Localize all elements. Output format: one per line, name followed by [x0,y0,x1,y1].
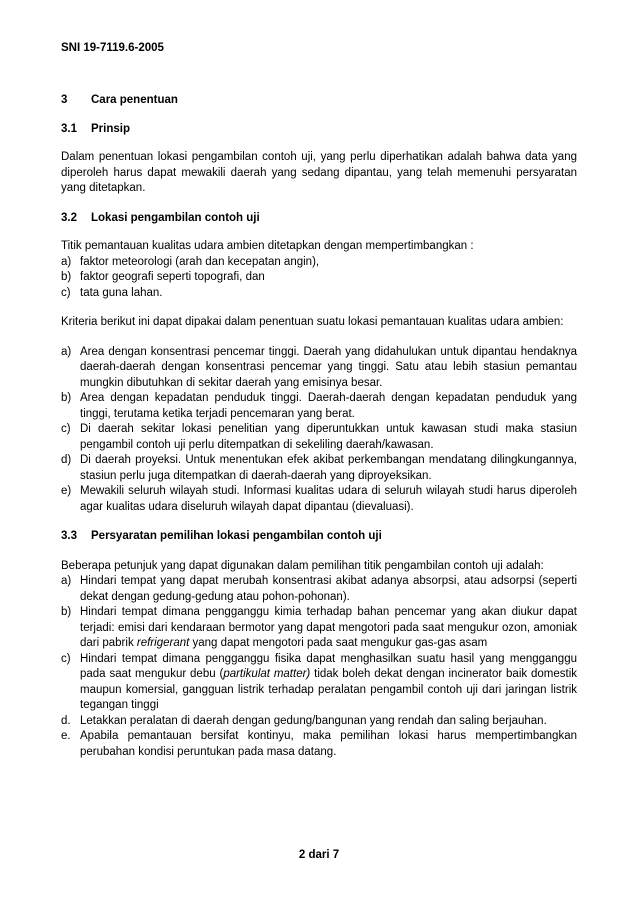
list-item [61,345,577,392]
section-number: 3.3 [61,530,77,542]
list-item [61,391,577,422]
list-text: Di daerah sekitar lokasi penelitian yang diperuntukkan untuk kawasan studi maka stasiun pengambil contoh uji perlu ditempatkan di sekeliling daerah/kawasan. [80,423,577,451]
section-number: 3.2 [61,211,77,224]
factor-list [61,255,577,302]
list-text: Letakkan peralatan di daerah dengan gedung/bangunan yang rendah dan saling berjauhan. [80,714,547,727]
list-text: Area dengan konsentrasi pencemar tinggi. Daerah yang didahulukan untuk dipantau hendaknya daerah-daerah dengan konsentrasi pencemar yang tinggi. Satu atau lebih stasiun pemantau mungkin dibutuhkan di sekitar daerah yang emisinya besar. [80,345,577,389]
section-title: Persyaratan pemilihan lokasi pengambilan contoh uji [91,530,382,542]
list-text: faktor meteorologi (arah dan kecepatan angin), [80,255,320,268]
list-item [61,422,577,453]
section-3-2-heading [61,211,577,227]
list-text: Mewakili seluruh wilayah studi. Informasi kualitas udara di seluruh wilayah studi harus diperoleh agar kualitas udara diseluruh wilayah dapat dipantau (dievaluasi). [80,485,577,513]
section-3-heading [61,93,577,109]
list-marker: b) [61,271,72,283]
list-marker: e) [61,485,72,497]
list-text: Di daerah proyeksi. Untuk menentukan efek akibat perkembangan mendatang dilingkungannya, stasiun perlu juga ditempatkan di daerah-daerah yang diproyeksikan. [80,454,577,482]
document-body [61,93,577,760]
section-3-3-heading [61,529,577,545]
list-marker: b) [61,392,72,404]
list-item [61,714,577,730]
list-item [61,453,577,484]
list-item [61,729,577,760]
page-number: 2 dari 7 [298,849,340,861]
list-text: Area dengan kepadatan penduduk tinggi. Daerah-daerah dengan kepadatan penduduk yang tinggi, terutama ketika terjadi pencemaran yang berat. [80,392,577,420]
section-title: Lokasi pengambilan contoh uji [91,211,260,224]
list-marker: c) [61,286,71,299]
text-run: Hindari tempat dimana pengganggu fisika dapat menghasilkan suatu hasil yang mengganggu pada saat mengukur debu ( [80,652,577,680]
list-item [61,286,577,302]
document-id: SNI 19-7119.6-2005 [61,42,164,54]
list-marker: d. [61,714,71,727]
prinsip-paragraph: Dalam penentuan lokasi pengambilan contoh uji, yang perlu diperhatikan adalah bahwa data yang diperoleh harus dapat mewakili daerah yang sedang dipantau, yang telah memenuhi persyaratan yang ditetapkan. [61,151,577,194]
list-item [61,255,577,271]
list-marker: a) [61,255,72,268]
list-text: faktor geografi seperti topografi, dan [80,271,265,283]
list-text: Apabila pemantauan bersifat kontinyu, maka pemilihan lokasi harus mempertimbangkan perubahan kondisi peruntukan pada masa datang. [80,730,577,758]
list-text: tata guna lahan. [80,286,163,299]
italic-term: partikulat matter) [223,668,311,680]
list-item [61,574,577,605]
list-text [80,652,577,714]
section-title: Cara penentuan [91,94,178,106]
list-marker: c) [61,423,71,435]
lokasi-intro: Titik pemantauan kualitas udara ambien ditetapkan dengan mempertimbangkan : [61,240,474,252]
list-item [61,484,577,515]
list-marker: a) [61,345,72,358]
section-number: 3 [61,94,68,106]
requirement-list [61,574,577,760]
list-text: Hindari tempat yang dapat merubah konsentrasi akibat adanya absorpsi, atau adsorpsi (seperti dekat dengan gedung-gedung atau pohon-pohonan). [80,575,577,603]
section-3-1-heading [61,122,577,138]
text-run: tidak boleh dekat dengan incinerator baik domestik maupun komersial, gangguan listrik terhadap peralatan pengambil contoh uji dari jaringan listrik tegangan tinggi [80,668,578,711]
list-marker: b) [61,606,72,618]
italic-term: refrigerant [136,637,190,649]
section-title: Prinsip [91,122,130,135]
text-run: yang dapat mengotori pada saat mengukur gas-gas asam [189,637,488,649]
section-number: 3.1 [61,122,77,135]
list-marker: e. [61,730,71,742]
list-item [61,270,577,286]
criteria-intro: Kriteria berikut ini dapat dipakai dalam penentuan suatu lokasi pemantauan kualitas udara ambien: [61,316,564,328]
list-marker: c) [61,652,71,665]
criteria-list [61,345,577,516]
list-text [80,605,577,652]
persyaratan-intro: Beberapa petunjuk yang dapat digunakan dalam pemilihan titik pengambilan contoh uji adalah: [61,559,544,572]
list-marker: a) [61,575,72,587]
list-item [61,652,577,714]
text-run: Hindari tempat dimana pengganggu kimia terhadap bahan pencemar yang akan diukur dapat terjadi: emisi dari kendaraan bermotor yang dapat mengotori pada saat mengukur ozon, amoniak dari pabrik [80,606,577,649]
list-item [61,605,577,652]
list-marker: d) [61,454,72,466]
